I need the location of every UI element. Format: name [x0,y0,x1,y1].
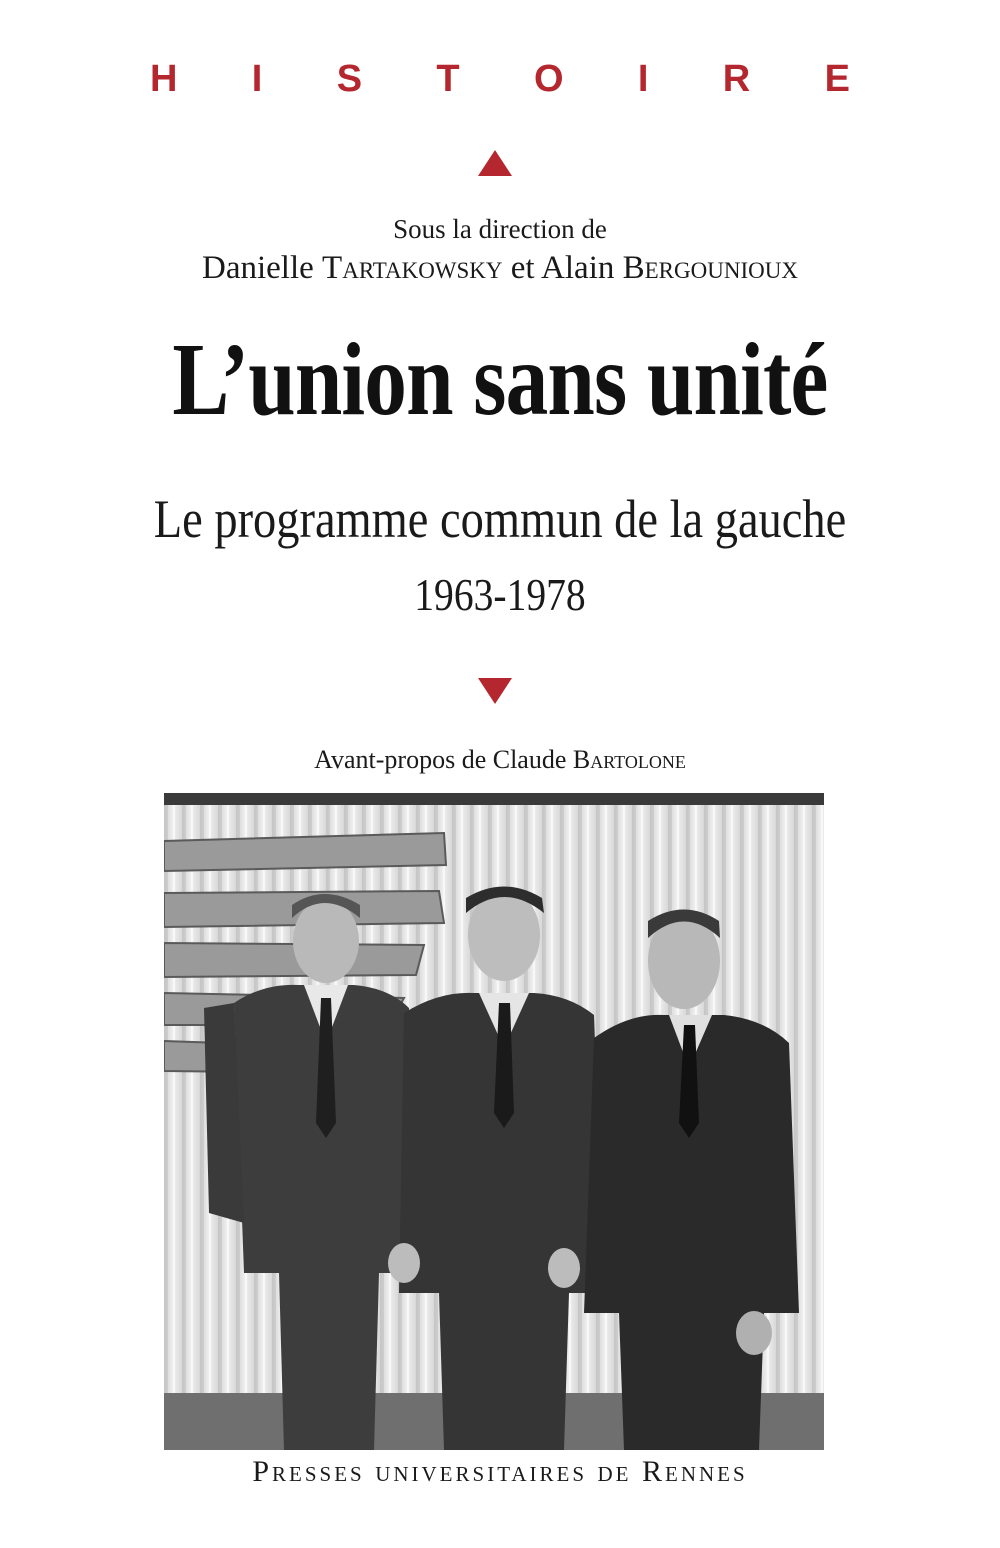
book-title: L’union sans unité [172,322,828,437]
author-1-last-name: Tartakowsky [322,250,503,286]
author-2-first-name: Alain [541,250,615,286]
series-letter: T [436,58,460,100]
triangle-up-icon [478,150,512,176]
author-1-first-name: Danielle [202,250,314,286]
foreword-prefix: Avant-propos de Claude [314,745,567,774]
authors-line [0,250,1000,287]
authors-joiner: et [510,250,535,286]
cover-photo [164,793,824,1450]
series-letter: E [824,58,850,100]
series-label [150,58,850,101]
series-letter: O [533,58,564,100]
book-dates: 1963-1978 [414,569,586,620]
triangle-down-icon [478,678,512,704]
series-letter: I [251,58,263,100]
cover-photo-illustration [164,793,824,1450]
series-letter: I [637,58,649,100]
foreword-last-name: Bartolone [572,745,686,774]
series-letter: R [722,58,751,100]
book-subtitle: Le programme commun de la gauche [153,489,847,549]
series-letter: H [150,58,178,100]
series-letter: S [336,58,363,100]
foreword-line [0,745,1000,775]
author-2-last-name: Bergounioux [622,250,798,286]
publisher-name: Presses universitaires de Rennes [252,1455,748,1488]
direction-line: Sous la direction de [393,214,607,244]
